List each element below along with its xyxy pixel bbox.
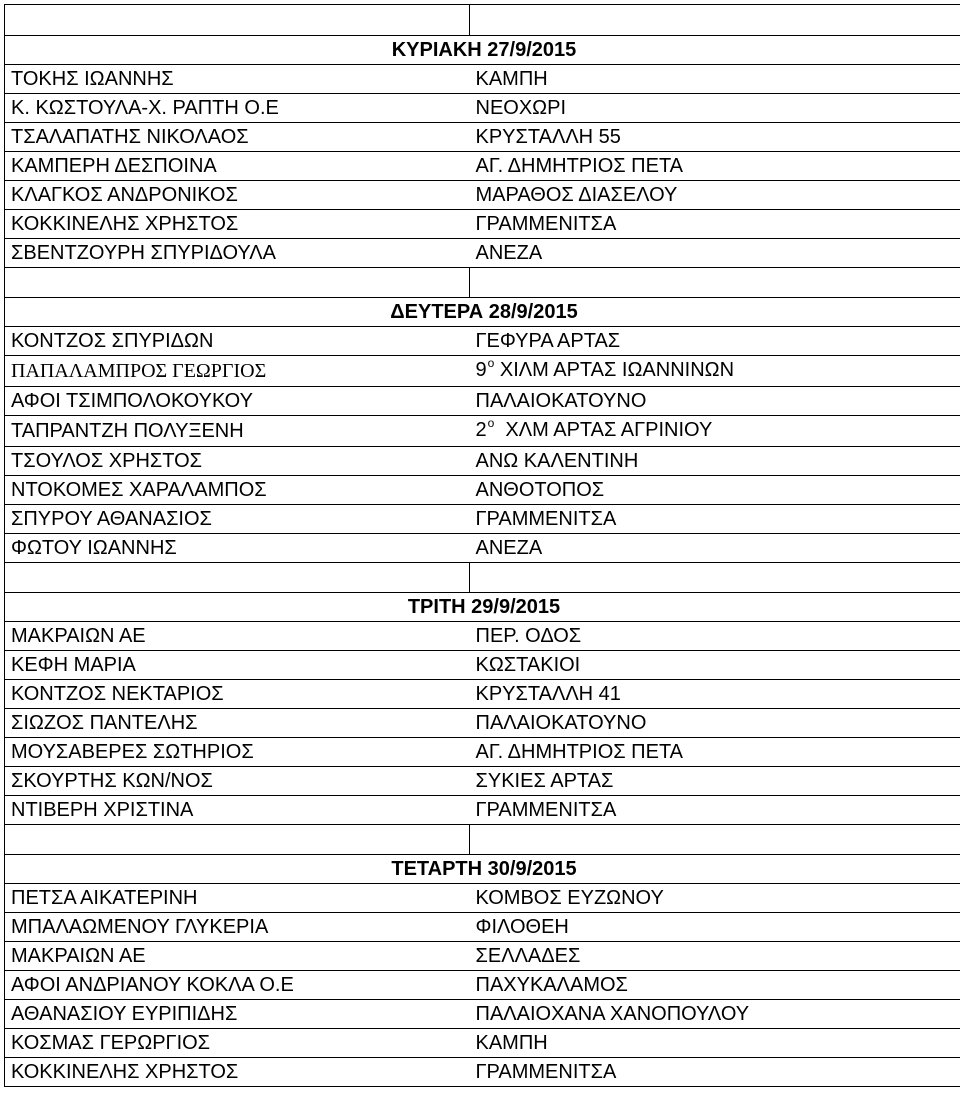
table-row	[5, 1029, 960, 1058]
location: ΠΑΛΑΙΟΧΑΝΑ ΧΑΝΟΠΟΥΛΟΥ	[470, 1000, 960, 1029]
business-name: ΜΑΚΡΑΙΩΝ ΑΕ	[5, 622, 470, 651]
business-name: ΚΕΦΗ ΜΑΡΙΑ	[5, 651, 470, 680]
business-name: ΣΙΩΖΟΣ ΠΑΝΤΕΛΗΣ	[5, 709, 470, 738]
business-name: ΚΟΝΤΖΟΣ ΣΠΥΡΙΔΩΝ	[5, 327, 470, 356]
business-name: ΑΦΟΙ ΤΣΙΜΠΟΛΟΚΟΥΚΟΥ	[5, 387, 470, 416]
km-number: 2	[475, 419, 487, 441]
business-name: ΣΒΕΝΤΖΟΥΡΗ ΣΠΥΡΙΔΟΥΛΑ	[5, 239, 470, 268]
day-header-row	[5, 36, 960, 65]
business-name: ΤΣΑΛΑΠΑΤΗΣ ΝΙΚΟΛΑΟΣ	[5, 123, 470, 152]
empty-cell	[5, 825, 470, 855]
table-row	[5, 622, 960, 651]
location: ΓΡΑΜΜΕΝΙΤΣΑ	[470, 210, 960, 239]
table-row	[5, 387, 960, 416]
location: ΦΙΛΟΘΕΗ	[470, 913, 960, 942]
location: ΚΡΥΣΤΑΛΛΗ 55	[470, 123, 960, 152]
business-name: ΝΤΟΚΟΜΕΣ ΧΑΡΑΛΑΜΠΟΣ	[5, 476, 470, 505]
location: ΝΕΟΧΩΡΙ	[470, 94, 960, 123]
table-row	[5, 65, 960, 94]
ordinal-sup: ο	[487, 416, 495, 430]
location: ΣΕΛΛΑΔΕΣ	[470, 942, 960, 971]
day-header-row	[5, 593, 960, 622]
location: ΜΑΡΑΘΟΣ ΔΙΑΣΕΛΟΥ	[470, 181, 960, 210]
empty-cell	[470, 825, 960, 855]
table-row	[5, 476, 960, 505]
empty-cell	[470, 268, 960, 298]
location: ΠΑΛΑΙΟΚΑΤΟΥΝΟ	[470, 709, 960, 738]
business-name: ΜΑΚΡΑΙΩΝ ΑΕ	[5, 942, 470, 971]
table-row	[5, 210, 960, 239]
empty-cell	[470, 5, 960, 36]
location: ΑΝΘΟΤΟΠΟΣ	[470, 476, 960, 505]
location: ΚΑΜΠΗ	[470, 1029, 960, 1058]
day-header: ΚΥΡΙΑΚΗ 27/9/2015	[5, 36, 960, 65]
location: ΣΥΚΙΕΣ ΑΡΤΑΣ	[470, 767, 960, 796]
day-header: ΔΕΥΤΕΡΑ 28/9/2015	[5, 298, 960, 327]
empty-row	[5, 5, 960, 36]
location-rest: ΧΛΜ ΑΡΤΑΣ ΑΓΡΙΝΙΟΥ	[494, 419, 713, 441]
table-row	[5, 913, 960, 942]
business-name: Κ. ΚΩΣΤΟΥΛΑ-Χ. ΡΑΠΤΗ Ο.Ε	[5, 94, 470, 123]
location: ΑΓ. ΔΗΜΗΤΡΙΟΣ ΠΕΤΑ	[470, 152, 960, 181]
location: ΚΟΜΒΟΣ ΕΥΖΩΝΟΥ	[470, 884, 960, 913]
business-name: ΚΛΑΓΚΟΣ ΑΝΔΡΟΝΙΚΟΣ	[5, 181, 470, 210]
location	[470, 416, 960, 447]
table-row	[5, 1000, 960, 1029]
business-name: ΤΟΚΗΣ ΙΩΑΝΝΗΣ	[5, 65, 470, 94]
location: ΚΑΜΠΗ	[470, 65, 960, 94]
table-row	[5, 767, 960, 796]
day-header: ΤΡΙΤΗ 29/9/2015	[5, 593, 960, 622]
business-name: ΣΠΥΡΟΥ ΑΘΑΝΑΣΙΟΣ	[5, 505, 470, 534]
table-row	[5, 152, 960, 181]
table-row	[5, 738, 960, 767]
location: ΑΝΕΖΑ	[470, 534, 960, 563]
km-number: 9	[475, 359, 487, 381]
location: ΠΑΛΑΙΟΚΑΤΟΥΝΟ	[470, 387, 960, 416]
location: ΚΩΣΤΑΚΙΟΙ	[470, 651, 960, 680]
business-name: ΤΑΠΡΑΝΤΖΗ ΠΟΛΥΞΕΝΗ	[5, 416, 470, 447]
table-row	[5, 796, 960, 825]
location: ΓΡΑΜΜΕΝΙΤΣΑ	[470, 505, 960, 534]
day-header: ΤΕΤΑΡΤΗ 30/9/2015	[5, 855, 960, 884]
business-name: ΚΟΚΚΙΝΕΛΗΣ ΧΡΗΣΤΟΣ	[5, 1058, 470, 1087]
table-row	[5, 651, 960, 680]
schedule-table	[4, 4, 960, 1087]
empty-cell	[5, 268, 470, 298]
business-name: ΤΣΟΥΛΟΣ ΧΡΗΣΤΟΣ	[5, 447, 470, 476]
table-row	[5, 239, 960, 268]
location	[470, 356, 960, 387]
business-name: ΚΟΝΤΖΟΣ ΝΕΚΤΑΡΙΟΣ	[5, 680, 470, 709]
location: ΓΡΑΜΜΕΝΙΤΣΑ	[470, 1058, 960, 1087]
table-row	[5, 680, 960, 709]
location-rest: ΧΙΛΜ ΑΡΤΑΣ ΙΩΑΝΝΙΝΩΝ	[494, 359, 735, 381]
business-name: ΠΕΤΣΑ ΑΙΚΑΤΕΡΙΝΗ	[5, 884, 470, 913]
business-name: ΑΦΟΙ ΑΝΔΡΙΑΝΟΥ ΚΟΚΛΑ Ο.Ε	[5, 971, 470, 1000]
table-row	[5, 884, 960, 913]
table-row	[5, 1058, 960, 1087]
table-row	[5, 942, 960, 971]
empty-row	[5, 563, 960, 593]
table-row	[5, 416, 960, 447]
location: ΠΕΡ. ΟΔΟΣ	[470, 622, 960, 651]
business-name: ΣΚΟΥΡΤΗΣ ΚΩΝ/ΝΟΣ	[5, 767, 470, 796]
empty-row	[5, 268, 960, 298]
day-header-row	[5, 298, 960, 327]
business-name: ΦΩΤΟΥ ΙΩΑΝΝΗΣ	[5, 534, 470, 563]
business-name: ΝΤΙΒΕΡΗ ΧΡΙΣΤΙΝΑ	[5, 796, 470, 825]
table-row	[5, 327, 960, 356]
empty-cell	[470, 563, 960, 593]
empty-row	[5, 825, 960, 855]
empty-cell	[5, 563, 470, 593]
location: ΑΝΩ ΚΑΛΕΝΤΙΝΗ	[470, 447, 960, 476]
location: ΑΝΕΖΑ	[470, 239, 960, 268]
table-row	[5, 534, 960, 563]
empty-cell	[5, 5, 470, 36]
business-name: ΚΟΣΜΑΣ ΓΕΡΩΡΓΙΟΣ	[5, 1029, 470, 1058]
location: ΓΕΦΥΡΑ ΑΡΤΑΣ	[470, 327, 960, 356]
table-row	[5, 505, 960, 534]
ordinal-sup: ο	[487, 356, 495, 370]
location: ΚΡΥΣΤΑΛΛΗ 41	[470, 680, 960, 709]
table-row	[5, 123, 960, 152]
day-header-row	[5, 855, 960, 884]
business-name: ΑΘΑΝΑΣΙΟΥ ΕΥΡΙΠΙΔΗΣ	[5, 1000, 470, 1029]
business-name: ΠΑΠΑΛΑΜΠΡΟΣ ΓΕΩΡΓΙΟΣ	[5, 356, 470, 387]
table-row	[5, 94, 960, 123]
business-name: ΜΟΥΣΑΒΕΡΕΣ ΣΩΤΗΡΙΟΣ	[5, 738, 470, 767]
table-row	[5, 971, 960, 1000]
business-name: ΚΟΚΚΙΝΕΛΗΣ ΧΡΗΣΤΟΣ	[5, 210, 470, 239]
schedule-body	[5, 5, 960, 1087]
business-name: ΚΑΜΠΕΡΗ ΔΕΣΠΟΙΝΑ	[5, 152, 470, 181]
location: ΓΡΑΜΜΕΝΙΤΣΑ	[470, 796, 960, 825]
location: ΑΓ. ΔΗΜΗΤΡΙΟΣ ΠΕΤΑ	[470, 738, 960, 767]
table-row	[5, 356, 960, 387]
table-row	[5, 447, 960, 476]
table-row	[5, 181, 960, 210]
location: ΠΑΧΥΚΑΛΑΜΟΣ	[470, 971, 960, 1000]
business-name: ΜΠΑΛΑΩΜΕΝΟΥ ΓΛΥΚΕΡΙΑ	[5, 913, 470, 942]
table-row	[5, 709, 960, 738]
